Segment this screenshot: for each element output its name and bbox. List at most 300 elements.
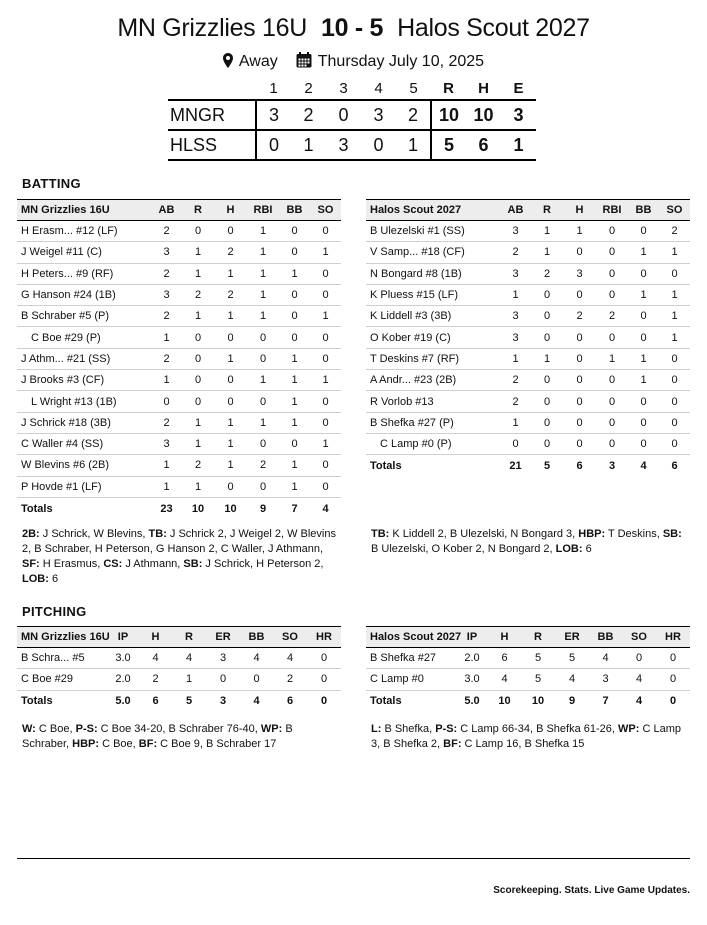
- totals-cell: 7: [589, 690, 622, 712]
- stat-cell: 0: [307, 648, 341, 669]
- stat-cell: 1: [182, 306, 214, 327]
- pitching-notes-home: [22, 722, 340, 752]
- stat-cell: 5: [521, 648, 555, 669]
- stat-cell: 1: [247, 370, 279, 391]
- stat-cell: 1: [279, 348, 310, 369]
- stat-cell: 0: [596, 412, 628, 433]
- inning-score: 0: [256, 130, 291, 160]
- totals-cell: 6: [139, 690, 172, 712]
- note-label: TB:: [148, 528, 167, 540]
- stat-column-header: AB: [151, 200, 182, 221]
- stat-cell: 0: [659, 370, 690, 391]
- stat-column-header: SO: [659, 200, 690, 221]
- table-row: [17, 327, 341, 348]
- stat-cell: 1: [279, 263, 310, 284]
- pitching-table-home: [17, 626, 341, 712]
- stat-cell: 1: [310, 433, 341, 454]
- stat-column-header: HR: [656, 627, 690, 648]
- player-name: B Schraber #5 (P): [17, 306, 151, 327]
- stat-cell: 0: [310, 284, 341, 305]
- stat-cell: 4: [172, 648, 206, 669]
- player-name: T Deskins #7 (RF): [366, 348, 500, 369]
- stat-cell: 2: [151, 306, 182, 327]
- totals-cell: 0: [656, 690, 690, 712]
- stat-cell: 0: [596, 242, 628, 263]
- final-score: 10 - 5: [320, 14, 384, 42]
- table-header-row: [366, 200, 690, 221]
- stat-cell: 0: [214, 221, 247, 242]
- stat-cell: 3.0: [107, 648, 139, 669]
- inning-score: 2: [291, 100, 326, 130]
- stat-cell: 1: [172, 669, 206, 690]
- stat-column-header: HR: [307, 627, 341, 648]
- totals-label: Totals: [17, 690, 107, 712]
- table-row: [17, 348, 341, 369]
- totals-cell: 10: [214, 497, 247, 519]
- stat-cell: 2: [596, 306, 628, 327]
- stat-cell: 3: [500, 263, 531, 284]
- footer-tagline: Scorekeeping. Stats. Live Game Updates.: [493, 885, 690, 896]
- stat-cell: 1: [182, 412, 214, 433]
- stat-cell: 0: [279, 284, 310, 305]
- pitching-table-away: [366, 626, 690, 712]
- table-row: [366, 370, 690, 391]
- stat-column-header: BB: [628, 200, 659, 221]
- stat-column-header: RBI: [596, 200, 628, 221]
- stat-column-header: ER: [555, 627, 589, 648]
- stat-cell: 0: [659, 391, 690, 412]
- stat-cell: 1: [563, 221, 596, 242]
- stat-cell: 3: [589, 669, 622, 690]
- totals-label: Totals: [366, 690, 456, 712]
- inning-score: 0: [326, 100, 361, 130]
- note-text: J Athmann,: [122, 558, 184, 570]
- stat-cell: 2: [247, 455, 279, 476]
- stat-column-header: H: [488, 627, 521, 648]
- stat-column-header: SO: [273, 627, 307, 648]
- stat-cell: 3: [500, 327, 531, 348]
- stat-cell: 4: [555, 669, 589, 690]
- stat-column-header: AB: [500, 200, 531, 221]
- stat-cell: 1: [628, 370, 659, 391]
- totals-row: [17, 497, 341, 519]
- totals-label: Totals: [366, 455, 500, 477]
- stat-cell: 1: [279, 455, 310, 476]
- player-name: C Lamp #0: [366, 669, 456, 690]
- line-score-team: MNGR: [168, 100, 256, 130]
- stat-cell: 0: [563, 370, 596, 391]
- game-date: Thursday July 10, 2025: [317, 53, 485, 70]
- stat-cell: 0: [659, 263, 690, 284]
- stat-cell: 2: [500, 391, 531, 412]
- stat-cell: 0: [310, 221, 341, 242]
- stat-cell: 0: [563, 284, 596, 305]
- player-name: R Vorlob #13: [366, 391, 500, 412]
- note-text: J Schrick 2, J Weigel 2, W Blevins 2, B Schraber, H Peterson, G Hanson 2, C Waller, J Athmann,: [22, 528, 336, 555]
- stat-cell: 1: [214, 412, 247, 433]
- stat-cell: 0: [310, 327, 341, 348]
- stat-cell: 0: [279, 242, 310, 263]
- player-name: W Blevins #6 (2B): [17, 455, 151, 476]
- stat-column-header: ER: [206, 627, 240, 648]
- player-name: J Athm... #21 (SS): [17, 348, 151, 369]
- note-text: J Schrick, H Peterson 2,: [202, 558, 324, 570]
- stat-cell: 0: [563, 412, 596, 433]
- table-row: [366, 327, 690, 348]
- stat-cell: 0: [628, 327, 659, 348]
- stat-column-header: BB: [279, 200, 310, 221]
- totals-cell: 4: [310, 497, 341, 519]
- inning-score: 3: [256, 100, 291, 130]
- team-column-header: MN Grizzlies 16U: [17, 627, 107, 648]
- hits-total: 6: [466, 130, 501, 160]
- stat-cell: 1: [151, 476, 182, 497]
- totals-row: [366, 455, 690, 477]
- player-name: B Shefka #27 (P): [366, 412, 500, 433]
- stat-cell: 1: [247, 306, 279, 327]
- stat-cell: 1: [279, 412, 310, 433]
- table-row: [366, 221, 690, 242]
- line-score-row-away: [168, 130, 536, 160]
- stat-cell: 0: [596, 433, 628, 454]
- stat-cell: 0: [310, 412, 341, 433]
- stat-cell: 1: [310, 306, 341, 327]
- stat-cell: 3: [151, 284, 182, 305]
- table-row: [17, 242, 341, 263]
- player-name: C Waller #4 (SS): [17, 433, 151, 454]
- stat-cell: 0: [151, 391, 182, 412]
- player-name: V Samp... #18 (CF): [366, 242, 500, 263]
- note-label: WP:: [260, 723, 283, 735]
- stat-cell: 1: [247, 263, 279, 284]
- stat-cell: 0: [206, 669, 240, 690]
- note-text: C Boe 9, B Schraber 17: [157, 738, 277, 750]
- stat-cell: 0: [310, 348, 341, 369]
- stat-cell: 2: [531, 263, 563, 284]
- stat-cell: 0: [214, 476, 247, 497]
- stat-cell: 1: [214, 306, 247, 327]
- team-column-header: MN Grizzlies 16U: [17, 200, 151, 221]
- hits-header: H: [478, 80, 489, 97]
- totals-cell: 21: [500, 455, 531, 477]
- batting-notes-away: [371, 527, 689, 557]
- stat-cell: 0: [628, 412, 659, 433]
- stat-cell: 2: [151, 412, 182, 433]
- stat-cell: 0: [622, 648, 656, 669]
- stat-cell: 3: [151, 242, 182, 263]
- totals-label: Totals: [17, 497, 151, 519]
- hits-total: 10: [466, 100, 501, 130]
- stat-cell: 0: [279, 221, 310, 242]
- stat-cell: 1: [310, 370, 341, 391]
- note-label: SB:: [183, 558, 203, 570]
- stat-cell: 2: [151, 221, 182, 242]
- stat-cell: 0: [596, 327, 628, 348]
- stat-cell: 0: [247, 348, 279, 369]
- totals-cell: 9: [247, 497, 279, 519]
- line-score-header: [168, 78, 536, 100]
- table-row: [17, 306, 341, 327]
- note-text: B Shefka,: [381, 723, 436, 735]
- note-text: J Schrick, W Blevins,: [39, 528, 149, 540]
- stat-cell: 1: [151, 455, 182, 476]
- table-row: [17, 391, 341, 412]
- stat-column-header: BB: [589, 627, 622, 648]
- stat-cell: 1: [659, 284, 690, 305]
- pitching-section-title: PITCHING: [22, 604, 87, 619]
- player-name: H Erasm... #12 (LF): [17, 221, 151, 242]
- stat-cell: 2: [182, 455, 214, 476]
- note-text: C Boe,: [99, 738, 139, 750]
- table-header-row: [366, 627, 690, 648]
- table-row: [366, 263, 690, 284]
- inning-header: 3: [339, 80, 348, 97]
- stat-cell: 2: [182, 284, 214, 305]
- note-text: C Lamp 3, B Shefka 2,: [371, 723, 681, 750]
- player-name: A Andr... #23 (2B): [366, 370, 500, 391]
- stat-cell: 0: [628, 306, 659, 327]
- batting-table-home: [17, 199, 341, 519]
- stat-cell: 0: [279, 306, 310, 327]
- player-name: L Wright #13 (1B): [17, 391, 151, 412]
- stat-cell: 1: [247, 242, 279, 263]
- stat-column-header: R: [182, 200, 214, 221]
- stat-cell: 0: [279, 327, 310, 348]
- stat-cell: 0: [596, 284, 628, 305]
- errors-header: E: [513, 80, 524, 97]
- table-row: [17, 263, 341, 284]
- stat-cell: 2: [214, 242, 247, 263]
- stat-cell: 3: [500, 221, 531, 242]
- stat-cell: 1: [659, 327, 690, 348]
- stat-cell: 2: [500, 370, 531, 391]
- stat-cell: 4: [240, 648, 273, 669]
- stat-cell: 3.0: [456, 669, 488, 690]
- away-team-name: Halos Scout 2027: [397, 14, 590, 42]
- note-label: W:: [22, 723, 36, 735]
- stat-cell: 5: [521, 669, 555, 690]
- table-row: [366, 306, 690, 327]
- stat-cell: 3: [206, 648, 240, 669]
- inning-score: 3: [326, 130, 361, 160]
- stat-cell: 4: [139, 648, 172, 669]
- stat-cell: 1: [247, 284, 279, 305]
- game-location: Away: [238, 53, 278, 70]
- stat-cell: 0: [628, 433, 659, 454]
- stat-cell: 0: [310, 391, 341, 412]
- pitching-notes-away: [371, 722, 689, 752]
- totals-cell: 7: [279, 497, 310, 519]
- stat-cell: 0: [659, 433, 690, 454]
- stat-cell: 0: [596, 221, 628, 242]
- stat-cell: 4: [488, 669, 521, 690]
- inning-score: 2: [396, 100, 431, 130]
- player-name: G Hanson #24 (1B): [17, 284, 151, 305]
- map-pin-icon: [223, 53, 233, 68]
- stat-cell: 0: [596, 391, 628, 412]
- player-name: N Bongard #8 (1B): [366, 263, 500, 284]
- totals-cell: 4: [240, 690, 273, 712]
- stat-cell: 0: [656, 648, 690, 669]
- stat-cell: 1: [531, 348, 563, 369]
- stat-cell: 0: [247, 391, 279, 412]
- stat-cell: 0: [182, 391, 214, 412]
- totals-cell: 4: [628, 455, 659, 477]
- note-text: C Lamp 66-34, B Shefka 61-26,: [457, 723, 619, 735]
- stat-cell: 1: [214, 455, 247, 476]
- stat-cell: 5: [555, 648, 589, 669]
- totals-cell: 0: [307, 690, 341, 712]
- stat-column-header: H: [563, 200, 596, 221]
- stat-cell: 1: [659, 306, 690, 327]
- stat-cell: 1: [247, 412, 279, 433]
- stat-cell: 0: [307, 669, 341, 690]
- player-name: C Lamp #0 (P): [366, 433, 500, 454]
- totals-cell: 5: [172, 690, 206, 712]
- line-score-row-home: [168, 100, 536, 130]
- note-label: LOB:: [22, 573, 49, 585]
- stat-cell: 0: [182, 327, 214, 348]
- player-name: O Kober #19 (C): [366, 327, 500, 348]
- stat-column-header: SO: [310, 200, 341, 221]
- stat-cell: 1: [659, 242, 690, 263]
- stat-cell: 1: [628, 284, 659, 305]
- note-text: B Schraber,: [22, 723, 293, 750]
- note-text: T Deskins,: [605, 528, 663, 540]
- stat-cell: 2: [500, 242, 531, 263]
- stat-cell: 0: [182, 221, 214, 242]
- stat-cell: 0: [563, 391, 596, 412]
- stat-cell: 0: [531, 284, 563, 305]
- table-row: [17, 669, 341, 690]
- stat-cell: 1: [279, 476, 310, 497]
- stat-cell: 0: [240, 669, 273, 690]
- stat-cell: 4: [273, 648, 307, 669]
- totals-cell: 5.0: [107, 690, 139, 712]
- note-text: C Boe 34-20, B Schraber 76-40,: [97, 723, 261, 735]
- table-row: [366, 284, 690, 305]
- stat-cell: 1: [310, 242, 341, 263]
- stat-column-header: RBI: [247, 200, 279, 221]
- stat-cell: 1: [628, 242, 659, 263]
- table-row: [17, 221, 341, 242]
- stat-cell: 0: [310, 263, 341, 284]
- stat-cell: 0: [247, 327, 279, 348]
- player-name: B Shefka #27: [366, 648, 456, 669]
- totals-cell: 10: [488, 690, 521, 712]
- note-label: P-S:: [75, 723, 98, 735]
- stat-column-header: R: [521, 627, 555, 648]
- stat-cell: 0: [656, 669, 690, 690]
- note-label: LOB:: [555, 543, 583, 555]
- player-name: C Boe #29 (P): [17, 327, 151, 348]
- stat-cell: 0: [182, 348, 214, 369]
- stat-cell: 6: [488, 648, 521, 669]
- stat-cell: 0: [214, 391, 247, 412]
- stat-cell: 0: [628, 391, 659, 412]
- note-label: BF:: [443, 738, 462, 750]
- inning-header: 2: [304, 80, 313, 97]
- line-score-team-header: [168, 78, 256, 100]
- stat-column-header: H: [139, 627, 172, 648]
- note-text: C Boe,: [35, 723, 76, 735]
- table-row: [17, 455, 341, 476]
- stat-cell: 2: [563, 306, 596, 327]
- stat-cell: 1: [182, 242, 214, 263]
- table-row: [17, 370, 341, 391]
- note-label: SB:: [662, 528, 682, 540]
- stat-cell: 1: [182, 263, 214, 284]
- batting-section-title: BATTING: [22, 176, 81, 191]
- stat-cell: 0: [214, 327, 247, 348]
- stat-cell: 0: [247, 433, 279, 454]
- note-label: WP:: [618, 723, 640, 735]
- stat-cell: 1: [151, 327, 182, 348]
- table-row: [17, 284, 341, 305]
- player-name: B Schra... #5: [17, 648, 107, 669]
- stat-cell: 2.0: [456, 648, 488, 669]
- player-name: K Pluess #15 (LF): [366, 284, 500, 305]
- stat-cell: 1: [214, 433, 247, 454]
- stat-cell: 2: [273, 669, 307, 690]
- stat-column-header: R: [172, 627, 206, 648]
- stat-cell: 1: [500, 284, 531, 305]
- stat-cell: 0: [563, 327, 596, 348]
- stat-cell: 1: [214, 348, 247, 369]
- totals-cell: 10: [521, 690, 555, 712]
- totals-row: [366, 690, 690, 712]
- note-text: 6: [582, 543, 592, 555]
- stat-cell: 0: [310, 476, 341, 497]
- player-name: B Ulezelski #1 (SS): [366, 221, 500, 242]
- table-row: [366, 412, 690, 433]
- stat-cell: 1: [151, 370, 182, 391]
- calendar-icon: [296, 52, 312, 68]
- table-row: [366, 669, 690, 690]
- runs-total: 5: [431, 130, 466, 160]
- player-name: J Weigel #11 (C): [17, 242, 151, 263]
- inning-header: 4: [374, 80, 383, 97]
- table-header-row: [17, 627, 341, 648]
- note-label: CS:: [103, 558, 123, 570]
- line-score-team: HLSS: [168, 130, 256, 160]
- stat-cell: 0: [531, 412, 563, 433]
- stat-cell: 1: [182, 433, 214, 454]
- totals-cell: 9: [555, 690, 589, 712]
- table-row: [366, 433, 690, 454]
- table-row: [17, 648, 341, 669]
- stat-cell: 0: [596, 263, 628, 284]
- note-label: SF:: [22, 558, 40, 570]
- note-text: C Lamp 16, B Shefka 15: [461, 738, 585, 750]
- errors-total: 3: [501, 100, 536, 130]
- stat-cell: 2: [139, 669, 172, 690]
- stat-cell: 4: [622, 669, 656, 690]
- note-text: B Ulezelski, O Kober 2, N Bongard 2,: [371, 543, 556, 555]
- stat-cell: 0: [531, 327, 563, 348]
- footer-divider: [17, 858, 690, 859]
- stat-cell: 2: [659, 221, 690, 242]
- stat-cell: 0: [563, 348, 596, 369]
- note-label: HBP:: [578, 528, 606, 540]
- player-name: J Brooks #3 (CF): [17, 370, 151, 391]
- stat-cell: 2.0: [107, 669, 139, 690]
- player-name: J Schrick #18 (3B): [17, 412, 151, 433]
- table-row: [17, 433, 341, 454]
- stat-cell: 0: [182, 370, 214, 391]
- stat-cell: 3: [151, 433, 182, 454]
- totals-cell: 4: [622, 690, 656, 712]
